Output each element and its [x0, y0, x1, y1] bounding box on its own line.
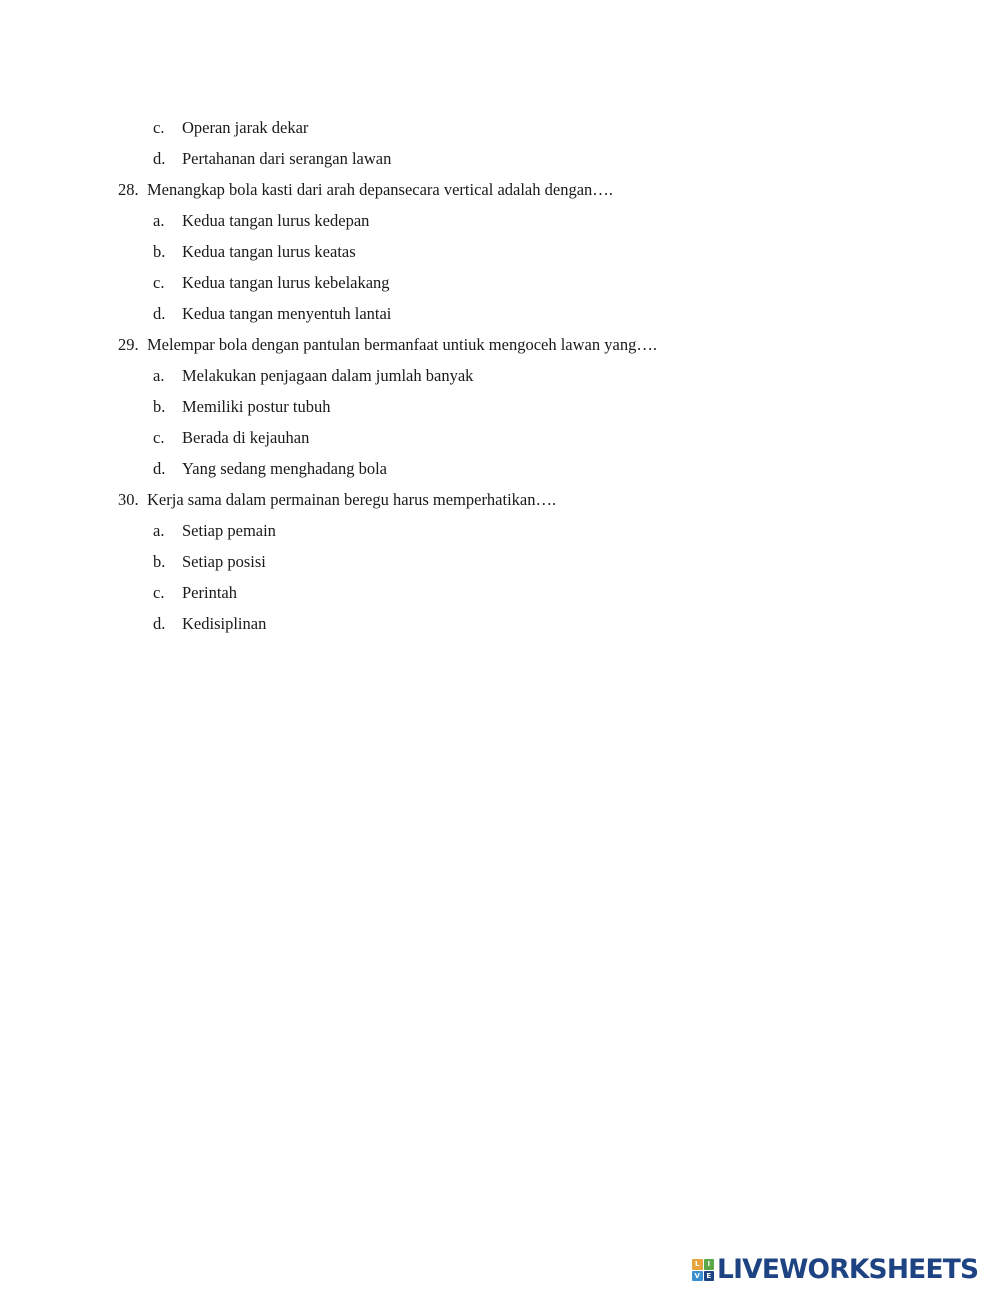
option-text: Kedisiplinan	[182, 614, 267, 633]
worksheet-content	[0, 112, 1000, 639]
logo-mark-square: I	[704, 1259, 715, 1270]
logo-mark-icon	[692, 1259, 714, 1281]
option-letter: b.	[153, 242, 166, 261]
option-text: Melakukan penjagaan dalam jumlah banyak	[182, 366, 474, 385]
question-line	[0, 484, 1000, 515]
question-text: Kerja sama dalam permainan beregu harus memperhatikan….	[147, 490, 557, 509]
option-text: Pertahanan dari serangan lawan	[182, 149, 392, 168]
option-letter: c.	[153, 583, 165, 602]
option-letter: d.	[153, 304, 166, 323]
question-line	[0, 174, 1000, 205]
option-letter: a.	[153, 211, 165, 230]
option-text: Perintah	[182, 583, 237, 602]
option-letter: d.	[153, 149, 166, 168]
question-number: 30.	[118, 490, 139, 509]
logo-mark-square: L	[692, 1259, 703, 1270]
logo-mark-square: E	[704, 1271, 715, 1282]
option-text: Kedua tangan lurus keatas	[182, 242, 356, 261]
option-text: Memiliki postur tubuh	[182, 397, 331, 416]
question-line	[0, 329, 1000, 360]
answer-option	[0, 360, 1000, 391]
answer-option	[0, 112, 1000, 143]
option-letter: c.	[153, 118, 165, 137]
option-text: Kedua tangan lurus kebelakang	[182, 273, 390, 292]
answer-option	[0, 515, 1000, 546]
liveworksheets-logo	[692, 1255, 984, 1285]
answer-option	[0, 608, 1000, 639]
option-text: Berada di kejauhan	[182, 428, 310, 447]
option-text: Operan jarak dekar	[182, 118, 309, 137]
answer-option	[0, 546, 1000, 577]
answer-option	[0, 267, 1000, 298]
logo-text: LIVEWORKSHEETS	[717, 1254, 979, 1285]
question-number: 29.	[118, 335, 139, 354]
question-number: 28.	[118, 180, 139, 199]
question-text: Menangkap bola kasti dari arah depansecara vertical adalah dengan….	[147, 180, 613, 199]
answer-option	[0, 577, 1000, 608]
option-letter: b.	[153, 397, 166, 416]
answer-option	[0, 391, 1000, 422]
option-letter: b.	[153, 552, 166, 571]
option-text: Yang sedang menghadang bola	[182, 459, 387, 478]
option-letter: c.	[153, 273, 165, 292]
option-letter: a.	[153, 521, 165, 540]
answer-option	[0, 205, 1000, 236]
option-letter: a.	[153, 366, 165, 385]
answer-option	[0, 143, 1000, 174]
option-text: Kedua tangan lurus kedepan	[182, 211, 370, 230]
option-text: Setiap pemain	[182, 521, 276, 540]
answer-option	[0, 422, 1000, 453]
question-text: Melempar bola dengan pantulan bermanfaat untiuk mengoceh lawan yang….	[147, 335, 657, 354]
option-letter: d.	[153, 614, 166, 633]
answer-option	[0, 298, 1000, 329]
option-letter: d.	[153, 459, 166, 478]
answer-option	[0, 236, 1000, 267]
logo-mark-square: V	[692, 1271, 703, 1282]
option-text: Kedua tangan menyentuh lantai	[182, 304, 392, 323]
option-letter: c.	[153, 428, 165, 447]
option-text: Setiap posisi	[182, 552, 266, 571]
answer-option	[0, 453, 1000, 484]
